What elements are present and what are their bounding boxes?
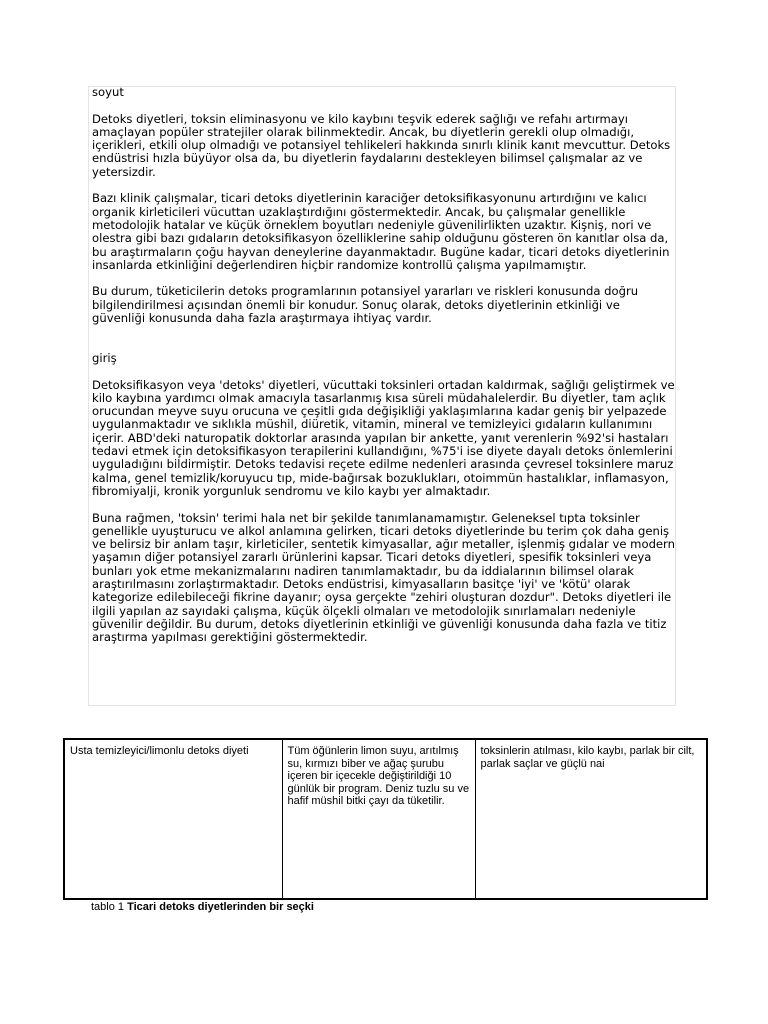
- introduction-paragraph-1: Detoksifikasyon veya 'detoks' diyetleri, vücuttaki toksinleri ortadan kaldırmak, sağlığı geliştirmek ve kilo kaybına yardımcı olmak amacıyla tasarlanmış kısa süreli müdahalelerdir. Bu diyetler, tam açlık orucundan meyve suyu orucuna ve çeşitli gıda değişikliği yaklaşımlarına kadar geniş bir yelpazede uygulanmaktadır ve sıklıkla müshil, diüretik, vitamin, mineral ve temizleyici gıdaların kullanımını içerir. ABD'deki naturopatik doktorlar arasında yapılan bir ankette, yanıt verenlerin %92'si hastaları tedavi etmek için detoksifikasyon terapilerini kullandığını, %75'i ise diyete dayalı detoks önlemlerini uyguladığını bildirmiştir. Detoks tedavisi reçete edilme nedenleri arasında çevresel toksinlere maruz kalma, genel temizlik/koruyucu tıp, mide-bağırsak bozuklukları, otoimmün hastalıklar, inflamasyon, fibromiyalji, kronik yorgunluk sendromu ve kilo kaybı yer almaktadır.: [92, 377, 675, 498]
- abstract-paragraph-3: Bu durum, tüketicilerin detoks programlarının potansiyel yararları ve riskleri konusunda doğru bilgilendirilmesi açısından önemli bir konudur. Sonuç olarak, detoks diyetlerinin etkinliği ve güvenliği konusunda daha fazla araştırmaya ihtiyaç vardır.: [92, 284, 639, 326]
- table-caption-prefix: tablo 1: [91, 901, 125, 913]
- introduction-paragraph-2: Buna rağmen, 'toksin' terimi hala net bir şekilde tanımlanamamıştır. Geleneksel tıpta toksinler genellikle uyuşturucu ve alkol anlamına gelirken, ticari detoks diyetlerinde bu terim çok daha geniş ve belirsiz bir anlam taşır, kirleticiler, sentetik kimyasallar, ağır metaller, işlenmiş gıdalar ve modern yaşamın diğer potansiyel zararlı ürünlerini kapsar. Ticari detoks diyetleri, spesifik toksinleri veya bunları yok etme mekanizmalarını nadiren tanımlamaktadır, bu da iddialarının bilimsel olarak araştırılmasını zorlaştırmaktadır. Detoks endüstrisi, kimyasalların basitçe 'iyi' ve 'kötü' olarak kategorize edilebileceği fikrine dayanır; oysa gerçekte "zehiri oluşturan dozdur". Detoks diyetleri ile ilgili yapılan az sayıdaki çalışma, küçük ölçekli olmaları ve metodolojik sınırlamaları nedeniyle güvenilir değildir. Bu durum, detoks diyetlerinin etkinliği ve güvenliği konusunda daha fazla ve titiz araştırma yapılması gerektiğini göstermektedir.: [92, 510, 675, 645]
- table-caption-title: Ticari detoks diyetlerinden bir seçki: [127, 901, 314, 913]
- abstract-paragraph-2: Bazı klinik çalışmalar, ticari detoks diyetlerinin karaciğer detoksifikasyonunu artırdığını ve kalıcı organik kirleticileri vücuttan uzaklaştırdığını göstermektedir. Ancak, bu çalışmalar genellikle metodolojik hatalar ve küçük örneklem boyutları nedeniyle güvenilirlikten uzaktır. Kişniş, nori ve olestra gibi bazı gıdaların detoksifikasyon özelliklerine sahip olduğunu gösteren ön kanıtlar olsa da, bu araştırmaların çoğu hayvan deneylerine dayanmaktadır. Bugüne kadar, ticari detoks diyetlerinin insanlarda etkinliğini değerlendiren hiçbir randomize kontrollü çalışma yapılmamıştır.: [92, 191, 670, 272]
- document-body: [92, 86, 676, 658]
- table-cell-diet-name: Usta temizleyici/limonlu detoks diyeti: [64, 739, 282, 899]
- table-cell-description: Tüm öğünlerin limon suyu, arıtılmış su, kırmızı biber ve ağaç şurubu içeren bir içecekle değiştirildiği 10 günlük bir program. Deniz tuzlu su ve hafif müshil bitki çayı da tüketilir.: [282, 739, 475, 899]
- abstract-heading: soyut: [92, 85, 124, 99]
- detox-diets-table: [63, 738, 708, 900]
- table-caption: [91, 901, 314, 913]
- table-row: [64, 739, 707, 899]
- introduction-heading: giriş: [92, 350, 117, 365]
- table-cell-claims: toksinlerin atılması, kilo kaybı, parlak bir cilt, parlak saçlar ve güçlü nai: [475, 739, 707, 899]
- abstract-paragraph-1: Detoks diyetleri, toksin eliminasyonu ve kilo kaybını teşvik ederek sağlığı ve refahı artırmayı amaçlayan popüler stratejiler olarak bilinmektedir. Ancak, bu diyetlerin gerekli olup olmadığı, içerikleri, etkili olup olmadığı ve potansiyel tehlikeleri hakkında sınırlı klinik kanıt mevcuttur. Detoks endüstrisi hızla büyüyor olsa da, bu diyetlerin faydalarını destekleyen bilimsel çalışmalar az ve yetersizdir.: [92, 111, 671, 179]
